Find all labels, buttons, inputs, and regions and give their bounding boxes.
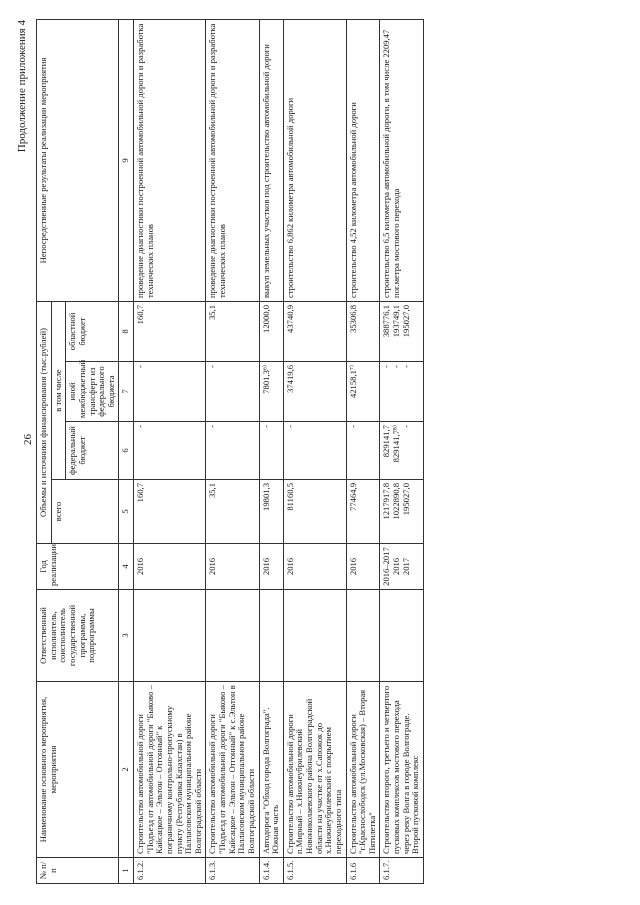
row-transfer: - [134,362,206,422]
column-number: 1 [119,858,134,884]
column-number: 7 [119,362,134,422]
row-year: 2016 [206,544,259,590]
row-total: 81160,5 [283,480,346,544]
row-federal: - [346,422,380,480]
column-number: 9 [119,20,134,302]
row-number: 6.1.2. [134,858,206,884]
row-number: 6.1.5. [283,858,346,884]
row-federal: - [283,422,346,480]
table-row [134,20,206,884]
column-number: 4 [119,544,134,590]
row-number: 6.1.7. [380,858,424,884]
column-number: 2 [119,682,134,858]
header-results: Непосредственные результаты реализации мероприятия [37,20,119,302]
row-year: 2016 [283,544,346,590]
header-total: всего [51,480,119,544]
row-total: 160,7 [134,480,206,544]
table-row [283,20,346,884]
funding-table [36,19,424,884]
column-number: 6 [119,422,134,480]
table-row [206,20,259,884]
row-regional: 35306,8 [346,302,380,362]
row-federal: - [134,422,206,480]
header-funding: Объемы и источники финансирования (тыс.рублей) [37,302,52,544]
row-total: 35,1 [206,480,259,544]
row-result: строительство 6,862 километра автомобильной дороги [283,20,346,302]
row-transfer: 7801,3⁶⁾ [259,362,283,422]
table-row [259,20,283,884]
row-regional: 388776,1 193749,1 195027,0 [380,302,424,362]
row-transfer: - [206,362,259,422]
row-executor [259,590,283,682]
row-executor [206,590,259,682]
row-result: выкуп земельных участков под строительство автомобильной дороги [259,20,283,302]
row-federal: 829141,7 829141,7⁸⁾ - [380,422,424,480]
row-year: 2016–2017 2016 2017 [380,544,424,590]
row-name: Строительство автомобильной дороги "Подъезд от автомобильной дороги "Быково – Кайсацкое – Эльтон – Отгонный" к пограничному контрольно-пропускному пункту (Республика Казахстан) в Палласовском муниципальном районе Волгоградской области [134,682,206,858]
row-number: 6.1.6 [346,858,380,884]
column-number: 8 [119,302,134,362]
header-name: Наименование основного мероприятия, мероприятия [37,682,119,858]
table-row [346,20,380,884]
row-year: 2016 [346,544,380,590]
row-name: Строительство автомобильной дороги "Подъезд от автомобильной дороги "Быково – Кайсацкое – Эльтон – Отгонный" к с.Эльтон в Палласовском муниципальном районе Волгоградской области [206,682,259,858]
header-executor: Ответственный исполнитель, соисполнитель государственной программы, подпрограммы [37,590,119,682]
rotated-page [16,12,624,892]
row-number: 6.1.4. [259,858,283,884]
row-regional: 35,1 [206,302,259,362]
row-executor [380,590,424,682]
row-name: Строительство автомобильной дороги "г.Краснослободск (ул.Московская) – Вторая Пятилетка" [346,682,380,858]
row-name: Строительство второго, третьего и четвертого пусковых комплексов мостового перехода через реку Волга в городе Волгограде. Второй пусковой комплекс [380,682,424,858]
header-num: № п/п [37,858,119,884]
row-name: Автодорога "Обход города Волгограда". Южная часть [259,682,283,858]
row-executor [283,590,346,682]
row-total: 19801,3 [259,480,283,544]
row-transfer: 42158,1⁷⁾ [346,362,380,422]
row-result: проведение диагностики построенной автомобильной дороги и разработка технических планов [206,20,259,302]
row-year: 2016 [134,544,206,590]
row-total: 77464,9 [346,480,380,544]
row-result: проведение диагностики построенной автомобильной дороги и разработка технических планов [134,20,206,302]
row-name: Строительство автомобильной дороги п.Мирный – х.Нижнеубрилевский Новониколаевского района Волгоградской области на участке от х.Сапожок до х.Нижнеубрилевский с покрытием переходного типа [283,682,346,858]
header-regional: областной бюджет [66,302,119,362]
row-regional: 12000,0 [259,302,283,362]
row-executor [134,590,206,682]
row-result: строительство 6,5 километра автомобильной дороги, в том числе 2209,47 пог.метра мостового перехода [380,20,424,302]
table-row [380,20,424,884]
column-number: 5 [119,480,134,544]
row-number: 6.1.3. [206,858,259,884]
row-regional: 160,7 [134,302,206,362]
row-result: строительство 4,52 километра автомобильной дороги [346,20,380,302]
header-federal: федеральный бюджет [66,422,119,480]
row-transfer: 37419,6 [283,362,346,422]
row-total: 1217917,8 1022890,8 195027,0 [380,480,424,544]
column-number-row [119,20,134,884]
row-executor [346,590,380,682]
header-year: Год реализации [37,544,119,590]
row-federal: - [259,422,283,480]
header-transfer: иной межбюджетный трансферт из федерального бюджета [66,362,119,422]
continuation-title: Продолжение приложения 4 [16,20,28,153]
row-regional: 43740,9 [283,302,346,362]
row-year: 2016 [259,544,283,590]
column-number: 3 [119,590,134,682]
row-transfer: - - - [380,362,424,422]
row-federal: - [206,422,259,480]
header-in-that: в том числе [51,302,66,480]
page-number: 26 [22,434,34,445]
